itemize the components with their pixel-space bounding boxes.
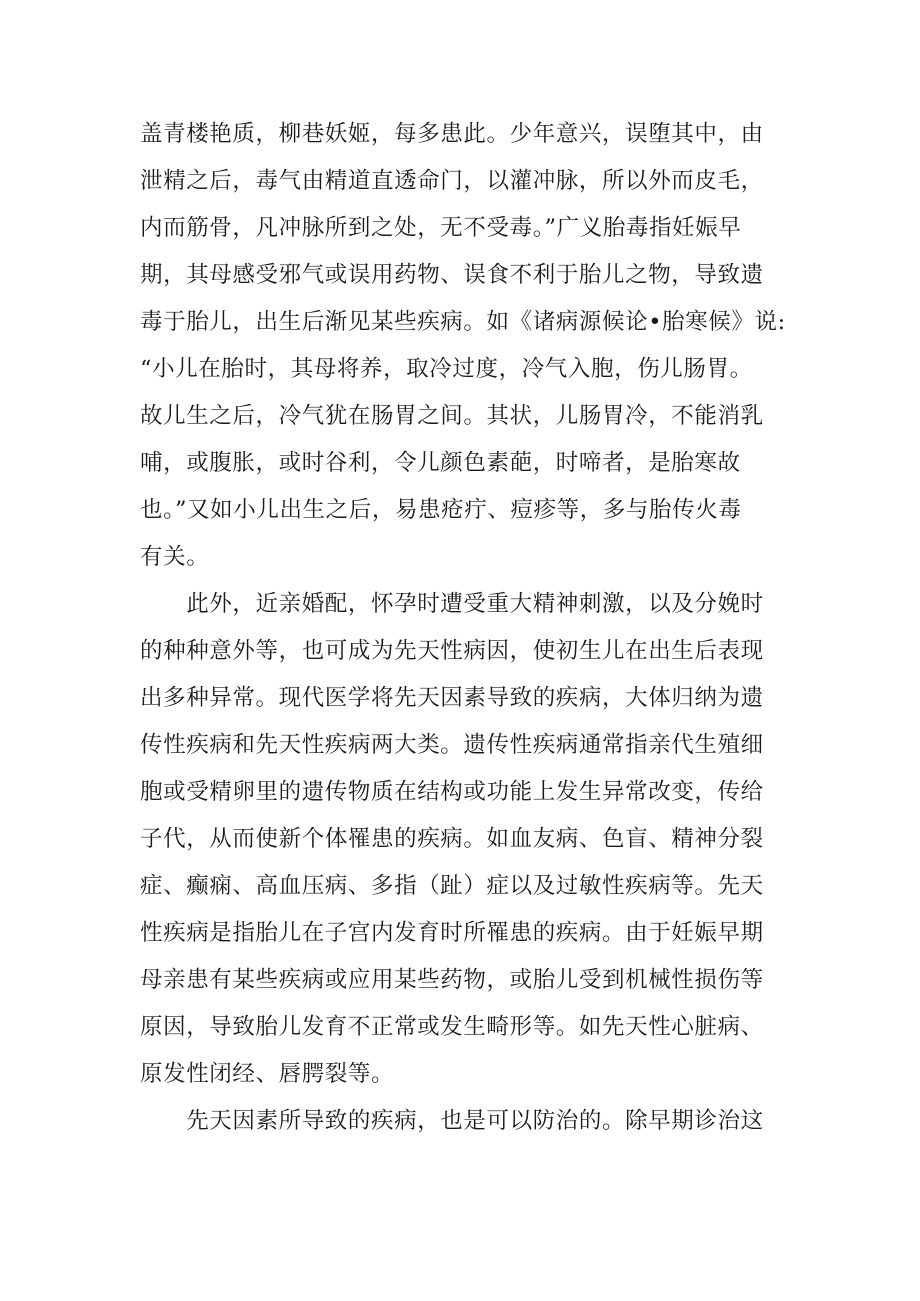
text-line: 有关。	[140, 544, 210, 570]
paragraph-start-line: 此外，近亲婚配，怀孕时遭受重大精神刺激，以及分娩时	[140, 591, 764, 617]
text-line: 也。”又如小儿出生之后，易患疮疔、痘疹等，多与胎传火毒	[140, 497, 742, 523]
text-line: 传性疾病和先天性疾病两大类。遗传性疾病通常指亲代生殖细	[140, 732, 764, 758]
text-line: 故儿生之后，冷气犹在肠胃之间。其状，儿肠胃冷，不能消乳	[140, 403, 764, 429]
text-line: 原发性闭经、唇腭裂等。	[140, 1061, 395, 1087]
document-body	[140, 111, 786, 1145]
text-line: 性疾病是指胎儿在子宫内发育时所罹患的疾病。由于妊娠早期	[140, 920, 764, 946]
text-line: 出多种异常。现代医学将先天因素导致的疾病，大体归纳为遗	[140, 685, 764, 711]
text-line: 症、癫痫、高血压病、多指（趾）症以及过敏性疾病等。先天	[140, 873, 764, 899]
paragraph-start-line: 先天因素所导致的疾病，也是可以防治的。除早期诊治这	[140, 1108, 764, 1134]
text-line: 母亲患有某些疾病或应用某些药物，或胎儿受到机械性损伤等	[140, 967, 764, 993]
text-line: 盖青楼艳质，柳巷妖姬，每多患此。少年意兴，误堕其中，由	[140, 121, 764, 147]
text-line: 内而筋骨，凡冲脉所到之处，无不受毒。”广义胎毒指妊娠早	[140, 215, 742, 241]
text-line: 泄精之后，毒气由精道直透命门，以灌冲脉，所以外而皮毛，	[140, 168, 764, 194]
text-line: 原因，导致胎儿发育不正常或发生畸形等。如先天性心脏病、	[140, 1014, 764, 1040]
text-line: 哺，或腹胀，或时谷利，令儿颜色素葩，时啼者，是胎寒故	[140, 450, 741, 476]
text-line: 期，其母感受邪气或误用药物、误食不利于胎儿之物，导致遗	[140, 262, 764, 288]
text-line: 子代，从而使新个体罹患的疾病。如血友病、色盲、精神分裂	[140, 826, 764, 852]
text-line: 的种种意外等，也可成为先天性病因，使初生儿在出生后表现	[140, 638, 764, 664]
text-line: “小儿在胎时，其母将养，取冷过度，冷气入胞，伤儿肠胃。	[140, 356, 753, 382]
text-line: 毒于胎儿，出生后渐见某些疾病。如《诸病源候论•胎寒候》说:	[140, 309, 786, 335]
text-line: 胞或受精卵里的遗传物质在结构或功能上发生异常改变，传给	[140, 779, 764, 805]
